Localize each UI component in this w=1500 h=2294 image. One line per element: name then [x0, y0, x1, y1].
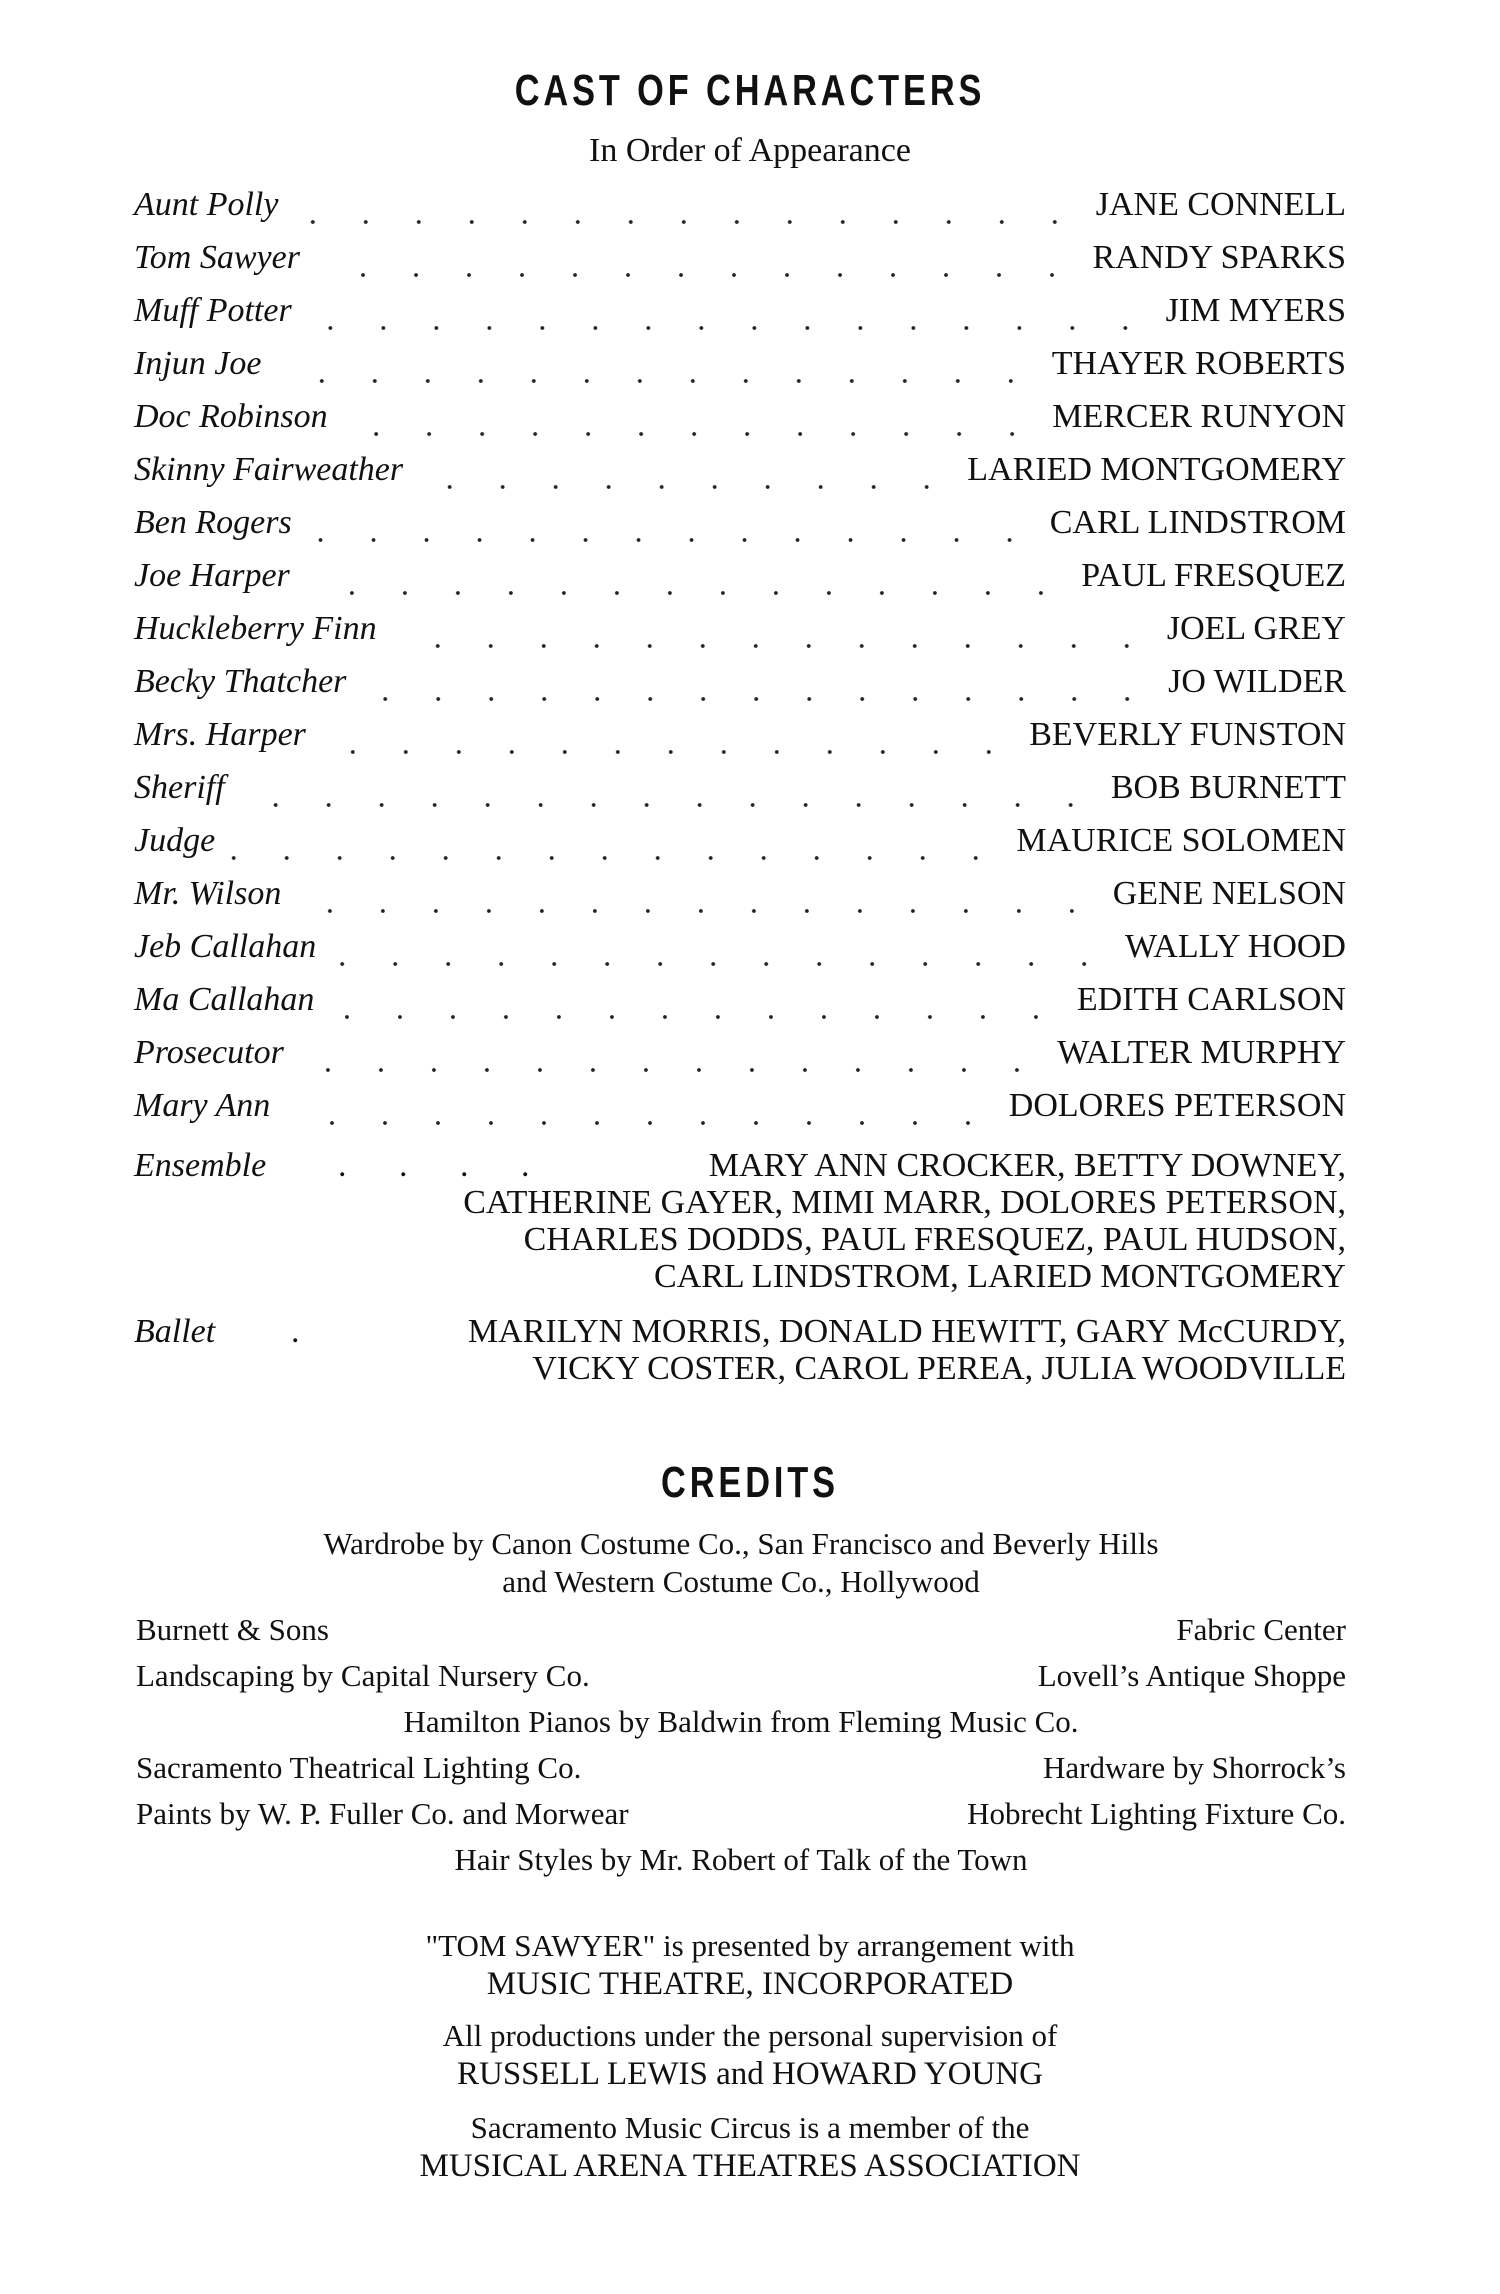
ballet-dots: .	[291, 1313, 322, 1350]
credits-title: CREDITS	[661, 1458, 839, 1507]
role-name: Doc Robinson	[134, 398, 328, 435]
role-name: Muff Potter	[134, 292, 292, 329]
credit-line	[136, 1653, 1346, 1699]
role-name: Jeb Callahan	[134, 928, 317, 965]
dot-leader	[284, 1120, 994, 1126]
cast-list	[134, 186, 1346, 1140]
credit-right: Hardware by Shorrock’s	[1042, 1750, 1346, 1785]
dot-leader	[330, 961, 1111, 967]
actor-name: CARL LINDSTROM	[1049, 504, 1346, 541]
wardrobe-credit	[136, 1525, 1346, 1601]
cast-row	[134, 451, 1346, 504]
cast-row	[134, 875, 1346, 928]
credit-left: Burnett & Sons	[136, 1612, 329, 1647]
cast-row	[134, 981, 1346, 1034]
footer-caps: RUSSELL LEWIS and HOWARD YOUNG	[456, 2056, 1043, 2092]
cast-row	[134, 557, 1346, 610]
ensemble-line: CATHERINE GAYER, MIMI MARR, DOLORES PETERSON,	[463, 1184, 1346, 1221]
actor-name: BOB BURNETT	[1110, 769, 1346, 806]
ballet-line: VICKY COSTER, CAROL PEREA, JULIA WOODVILLE	[532, 1350, 1346, 1387]
credit-left: Landscaping by Capital Nursery Co.	[136, 1658, 590, 1693]
footer-text: Sacramento Music Circus is a member of the	[470, 2110, 1030, 2145]
wardrobe-line: and Western Costume Co., Hollywood	[502, 1564, 980, 1599]
actor-name: GENE NELSON	[1112, 875, 1346, 912]
role-name: Injun Joe	[134, 345, 262, 382]
dot-leader	[229, 855, 1002, 861]
cast-row	[134, 1087, 1346, 1140]
actor-name: MAURICE SOLOMEN	[1016, 822, 1346, 859]
actor-name: RANDY SPARKS	[1092, 239, 1346, 276]
cast-row	[134, 239, 1346, 292]
ensemble-line: MARY ANN CROCKER, BETTY DOWNEY,	[708, 1147, 1346, 1184]
footer-arrangement	[0, 1927, 1500, 2003]
actor-name: LARIED MONTGOMERY	[967, 451, 1346, 488]
actor-name: JOEL GREY	[1166, 610, 1346, 647]
ballet-label: Ballet	[134, 1313, 216, 1350]
cast-row	[134, 1034, 1346, 1087]
ensemble-line: CARL LINDSTROM, LARIED MONTGOMERY	[654, 1258, 1346, 1295]
credit-text: Hamilton Pianos by Baldwin from Fleming Music Co.	[403, 1704, 1079, 1739]
cast-row	[134, 398, 1346, 451]
dot-leader	[239, 802, 1097, 808]
dot-leader	[306, 537, 1036, 543]
credit-line	[136, 1607, 1346, 1653]
credit-text: Hair Styles by Mr. Robert of Talk of the Town	[454, 1842, 1028, 1877]
dot-leader	[306, 325, 1152, 331]
cast-subtitle: In Order of Appearance	[589, 132, 911, 169]
role-name: Prosecutor	[134, 1034, 284, 1071]
role-name: Ben Rogers	[134, 504, 292, 541]
actor-name: JO WILDER	[1168, 663, 1346, 700]
cast-row	[134, 928, 1346, 981]
footer-text: "TOM SAWYER" is presented by arrangement with	[425, 1928, 1075, 1963]
cast-row	[134, 716, 1346, 769]
ballet-block	[134, 1313, 1346, 1387]
actor-name: JIM MYERS	[1165, 292, 1346, 329]
role-name: Mary Ann	[134, 1087, 271, 1124]
cast-row	[134, 504, 1346, 557]
role-name: Mr. Wilson	[134, 875, 282, 912]
wardrobe-line: Wardrobe by Canon Costume Co., San Francisco and Beverly Hills	[323, 1526, 1159, 1561]
dot-leader	[391, 643, 1153, 649]
cast-row	[134, 663, 1346, 716]
actor-name: JANE CONNELL	[1095, 186, 1346, 223]
cast-title: CAST OF CHARACTERS	[514, 66, 986, 115]
ensemble-block	[134, 1147, 1346, 1295]
dot-leader	[314, 272, 1079, 278]
actor-name: DOLORES PETERSON	[1008, 1087, 1346, 1124]
ensemble-names	[134, 1147, 1346, 1295]
footer-caps: MUSICAL ARENA THEATRES ASSOCIATION	[419, 2148, 1081, 2184]
role-name: Sheriff	[134, 769, 225, 806]
credit-line	[136, 1745, 1346, 1791]
cast-row	[134, 292, 1346, 345]
ensemble-line: CHARLES DODDS, PAUL FRESQUEZ, PAUL HUDSON,	[523, 1221, 1346, 1258]
role-name: Mrs. Harper	[134, 716, 306, 753]
dot-leader	[328, 1014, 1062, 1020]
footer-text: All productions under the personal supervision of	[442, 2018, 1058, 2053]
credit-left: Sacramento Theatrical Lighting Co.	[136, 1750, 582, 1785]
dot-leader	[292, 219, 1081, 225]
footer-membership	[0, 2109, 1500, 2185]
ballet-line: MARILYN MORRIS, DONALD HEWITT, GARY McCURDY,	[467, 1313, 1346, 1350]
credits-block	[136, 1525, 1346, 1883]
credit-right: Lovell’s Antique Shoppe	[1037, 1658, 1346, 1693]
cast-row	[134, 769, 1346, 822]
dot-leader	[360, 696, 1154, 702]
dot-leader	[298, 1067, 1043, 1073]
ensemble-label: Ensemble	[134, 1147, 267, 1184]
cast-row	[134, 610, 1346, 663]
role-name: Huckleberry Finn	[134, 610, 377, 647]
role-name: Judge	[134, 822, 216, 859]
dot-leader	[304, 590, 1067, 596]
credit-line	[136, 1791, 1346, 1837]
role-name: Aunt Polly	[134, 186, 279, 223]
credit-right: Hobrecht Lighting Fixture Co.	[967, 1796, 1346, 1831]
role-name: Tom Sawyer	[134, 239, 300, 276]
actor-name: WALTER MURPHY	[1057, 1034, 1346, 1071]
dot-leader	[320, 749, 1015, 755]
footer-supervision	[0, 2017, 1500, 2093]
actor-name: PAUL FRESQUEZ	[1081, 557, 1346, 594]
actor-name: BEVERLY FUNSTON	[1029, 716, 1346, 753]
actor-name: THAYER ROBERTS	[1051, 345, 1346, 382]
footer-caps: MUSIC THEATRE, INCORPORATED	[486, 1966, 1014, 2002]
cast-row	[134, 186, 1346, 239]
credit-line	[136, 1699, 1346, 1745]
actor-name: WALLY HOOD	[1124, 928, 1346, 965]
role-name: Becky Thatcher	[134, 663, 347, 700]
ensemble-dots: . . . .	[338, 1147, 552, 1184]
cast-row	[134, 822, 1346, 875]
credit-left: Paints by W. P. Fuller Co. and Morwear	[136, 1796, 629, 1831]
role-name: Skinny Fairweather	[134, 451, 404, 488]
role-name: Joe Harper	[134, 557, 290, 594]
credit-lines	[136, 1607, 1346, 1883]
cast-row	[134, 345, 1346, 398]
dot-leader	[275, 378, 1037, 384]
credit-line	[136, 1837, 1346, 1883]
dot-leader	[295, 908, 1098, 914]
dot-leader	[342, 431, 1039, 437]
role-name: Ma Callahan	[134, 981, 315, 1018]
credit-right: Fabric Center	[1176, 1612, 1346, 1647]
dot-leader	[417, 484, 953, 490]
actor-name: EDITH CARLSON	[1076, 981, 1346, 1018]
actor-name: MERCER RUNYON	[1052, 398, 1346, 435]
